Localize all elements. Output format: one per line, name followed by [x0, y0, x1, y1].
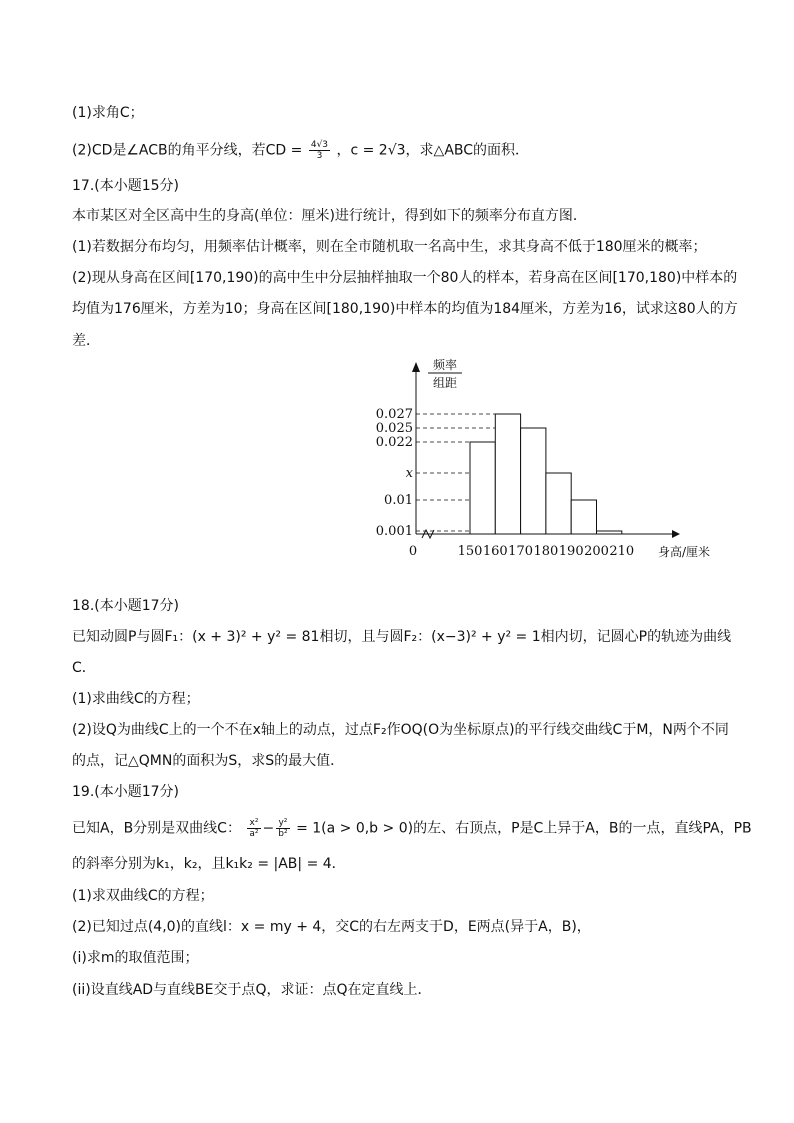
p16-q2-fraction	[309, 140, 330, 161]
p17-q2-line2: 均值为176厘米，方差为10；身高在区间[180,190)中样本的均值为184厘米，方差为16，试求这80人的方	[72, 301, 738, 317]
x-tick-label-170: 170	[508, 544, 534, 559]
p16-q2	[72, 140, 529, 161]
x-tick-label-190: 190	[558, 544, 584, 559]
p19-frac-x-den: a²	[249, 829, 259, 839]
p16-q2-text-a: (2)CD是∠ACB的角平分线，若CD =	[72, 142, 303, 159]
bar-160-170	[495, 414, 520, 534]
p19-qi: (i)求m的取值范围；	[72, 950, 199, 966]
y-tick-label-3: x	[405, 466, 413, 481]
p18-q2-line1: (2)设Q为曲线C上的一个不在x轴上的动点，过点F₂作OQ(O为坐标原点)的平行线交曲线C于M，N两个不同	[72, 722, 729, 738]
p19-line1-text-a: 已知A，B分别是双曲线C：	[72, 820, 241, 837]
y-tick-label-1: 0.025	[375, 421, 413, 436]
p16-q1: (1)求角C；	[72, 105, 144, 121]
bar-180-190	[546, 473, 571, 534]
p16-q2-frac-num: 4√3	[310, 140, 329, 150]
x-tick-label-160: 160	[482, 544, 508, 559]
x-tick-label-180: 180	[533, 544, 559, 559]
bar-150-160	[470, 442, 495, 534]
p19-frac-y-num: y²	[276, 818, 289, 829]
bar-190-200	[571, 500, 596, 534]
y-tick-label-4: 0.01	[384, 493, 413, 508]
p17-header: 17.(本小题15分)	[72, 178, 180, 194]
p19-frac-x-num: x²	[247, 818, 260, 829]
p19-q2: (2)已知过点(4,0)的直线l：x = my + 4，交C的右左两支于D，E两点(异于A，B)，	[72, 919, 591, 935]
p18-line1: 已知动圆P与圆F₁：(x + 3)² + y² = 81相切，且与圆F₂：(x−3)² + y² = 1相内切，记圆心P的轨迹为曲线	[72, 629, 732, 645]
p19-frac-y	[276, 818, 289, 839]
p19-frac-y-den: b²	[278, 829, 288, 839]
p17-q1: (1)若数据分布均匀，用频率估计概率，则在全市随机取一名高中生，求其身高不低于180厘米的概率；	[72, 239, 707, 255]
p19-line1-text-b: = 1(a > 0,b > 0)的左、右顶点，P是C上异于A，B的一点，直线PA，PB	[296, 820, 752, 837]
p19-q1: (1)求双曲线C的方程；	[72, 888, 214, 904]
y-axis-arrow	[412, 362, 420, 372]
p16-q2-frac-den: 3	[316, 151, 323, 161]
histogram-marks	[376, 407, 634, 559]
p19-header: 19.(本小题17分)	[72, 784, 180, 800]
x-tick-label-150: 150	[457, 544, 483, 559]
ylabel-bottom: 组距	[432, 376, 458, 390]
p17-q2-line3: 差．	[72, 333, 100, 349]
x-tick-label-200: 200	[584, 544, 609, 559]
p18-q2-line2: 的点，记△QMN的面积为S，求S的最大值．	[72, 753, 345, 769]
y-tick-label-0: 0.027	[375, 407, 413, 422]
p19-frac-x	[247, 818, 260, 839]
bar-200-210	[597, 531, 622, 534]
bar-170-180	[521, 428, 546, 534]
p16-q2-text-b: ，c = 2√3，求△ABC的面积．	[336, 142, 530, 159]
y-tick-label-2: 0.022	[375, 435, 413, 450]
p18-q1: (1)求曲线C的方程；	[72, 691, 200, 707]
p19-line2: 的斜率分别为k₁，k₂，且k₁k₂ = |AB| = 4．	[72, 856, 346, 872]
x-axis-arrow	[672, 530, 680, 538]
p19-minus: −	[262, 820, 275, 837]
p17-intro: 本市某区对全区高中生的身高(单位：厘米)进行统计，得到如下的频率分布直方图．	[72, 208, 587, 224]
p18-line2: C．	[72, 660, 96, 676]
p17-q2-line1: (2)现从身高在区间[170,190)的高中生中分层抽样抽取一个80人的样本，若身高在区间[170,180)中样本的	[72, 270, 738, 286]
ylabel-top: 频率	[432, 358, 458, 372]
y-tick-label-5: 0.001	[375, 524, 413, 539]
p19-qii: (ii)设直线AD与直线BE交于点Q，求证：点Q在定直线上．	[72, 982, 432, 998]
frequency-histogram	[370, 356, 760, 566]
x-tick-label-210: 210	[609, 544, 635, 559]
origin-label: 0	[408, 544, 418, 559]
xlabel: 身高/厘米	[658, 545, 711, 559]
p19-line1	[72, 818, 752, 839]
p18-header: 18.(本小题17分)	[72, 598, 180, 614]
